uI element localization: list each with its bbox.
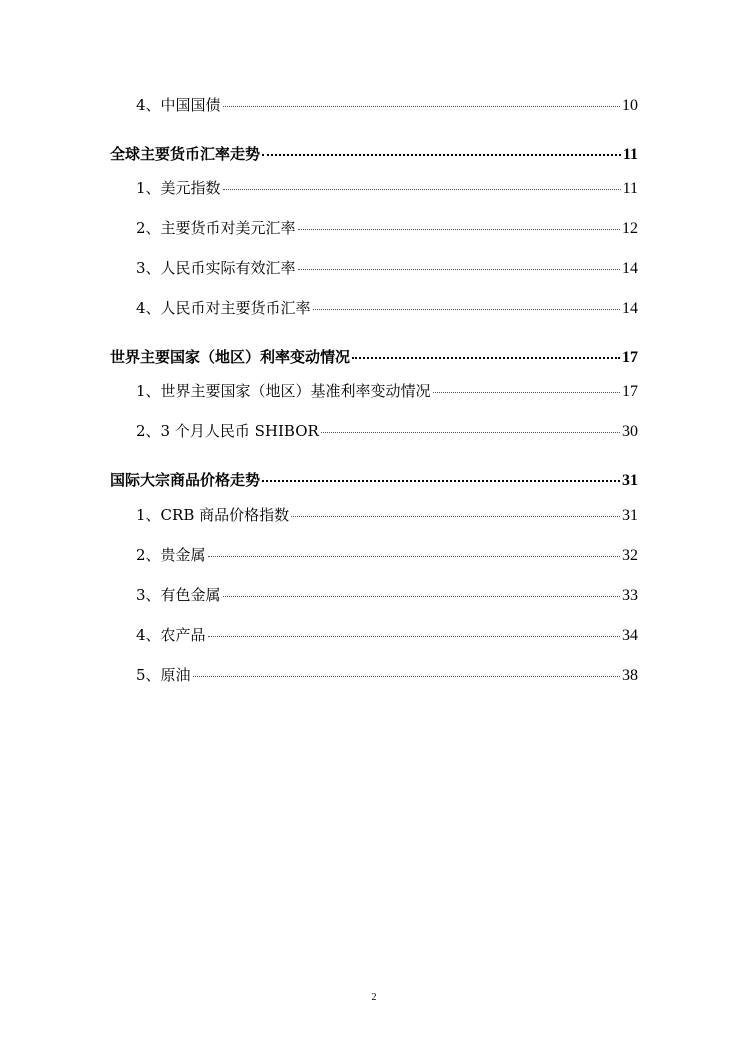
toc-page-number: 32 (622, 547, 638, 564)
toc-entry-title: 1、美元指数 (136, 179, 221, 197)
toc-entry-precious-metals[interactable] (136, 545, 638, 566)
toc-entry-rmb-vs-major-currencies[interactable] (136, 298, 638, 319)
toc-page-number: 14 (622, 260, 638, 277)
toc-entry-crude-oil[interactable] (136, 665, 638, 686)
toc-entry-dollar-index[interactable] (136, 178, 638, 199)
toc-entry-title: 4、农产品 (136, 626, 206, 644)
toc-entry-title: 1、CRB 商品价格指数 (136, 506, 290, 524)
toc-section-interest-rates[interactable] (110, 347, 638, 368)
page-footer-number: 2 (371, 992, 377, 1003)
toc-page-number: 38 (622, 667, 638, 684)
toc-entry-benchmark-rates[interactable] (136, 381, 638, 402)
toc-dot-leader (262, 480, 620, 482)
toc-section-title: 全球主要货币汇率走势 (110, 145, 261, 163)
toc-entry-title: 3、人民币实际有效汇率 (136, 259, 296, 277)
toc-page-number: 12 (622, 220, 638, 237)
toc-entry-rmb-reer[interactable] (136, 258, 638, 279)
toc-section-commodities[interactable] (110, 470, 638, 491)
toc-page-number: 30 (622, 423, 638, 440)
toc-entry-title: 2、主要货币对美元汇率 (136, 219, 296, 237)
toc-page-number: 31 (622, 472, 638, 489)
toc-dot-leader (208, 636, 620, 637)
toc-page-number: 17 (622, 383, 638, 400)
toc-page-number: 11 (622, 180, 638, 197)
toc-page-number: 11 (622, 146, 638, 163)
toc-entry-agricultural-products[interactable] (136, 625, 638, 646)
toc-entry-title: 1、世界主要国家（地区）基准利率变动情况 (136, 382, 431, 400)
toc-dot-leader (321, 432, 620, 433)
toc-dot-leader (291, 516, 620, 517)
toc-page-number: 14 (622, 300, 638, 317)
toc-page-number: 17 (622, 349, 638, 366)
toc-page-number: 31 (622, 507, 638, 524)
toc-dot-leader (298, 229, 620, 230)
toc-page-number: 33 (622, 587, 638, 604)
toc-dot-leader (352, 357, 620, 359)
toc-page-number: 10 (622, 97, 638, 114)
toc-dot-leader (298, 269, 620, 270)
toc-dot-leader (223, 596, 620, 597)
toc-entry-title: 5、原油 (136, 666, 191, 684)
toc-section-title: 国际大宗商品价格走势 (110, 471, 261, 489)
toc-dot-leader (433, 392, 620, 393)
toc-dot-leader (262, 154, 621, 156)
toc-entry-china-bonds[interactable] (136, 95, 638, 116)
toc-dot-leader (313, 309, 620, 310)
toc-entry-nonferrous-metals[interactable] (136, 585, 638, 606)
toc-entry-title: 4、人民币对主要货币汇率 (136, 299, 311, 317)
toc-section-exchange-rates[interactable] (110, 144, 638, 165)
toc-dot-leader (208, 556, 620, 557)
toc-entry-major-currencies-vs-usd[interactable] (136, 218, 638, 239)
toc-dot-leader (223, 106, 620, 107)
toc-entry-shibor[interactable] (136, 421, 638, 442)
toc-entry-title: 2、贵金属 (136, 546, 206, 564)
toc-page-number: 34 (622, 627, 638, 644)
toc-entry-crb-index[interactable] (136, 505, 638, 526)
toc-dot-leader (193, 676, 620, 677)
toc-entry-title: 2、3 个月人民币 SHIBOR (136, 422, 319, 440)
toc-section-title: 世界主要国家（地区）利率变动情况 (110, 348, 351, 366)
toc-entry-title: 3、有色金属 (136, 586, 221, 604)
toc-entry-title: 4、中国国债 (136, 96, 221, 114)
toc-dot-leader (223, 189, 621, 190)
